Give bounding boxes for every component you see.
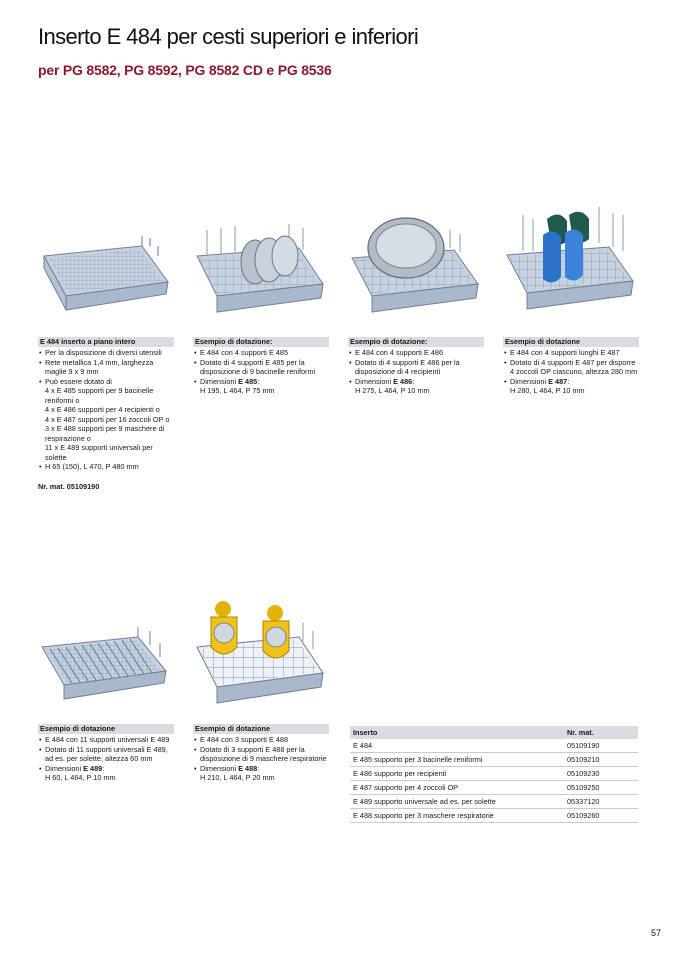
cell-inserto: E 485 supporto per 3 bacinelle reniformi [350,753,564,767]
cell-nr-mat: 05337120 [564,795,638,809]
desc-item: • E 484 con 4 supporti lunghi E 487 [503,348,639,358]
desc-sub: 4 x E 485 supporti per 9 bacinelle reniformi o [45,386,154,405]
cell-nr-mat: 05109210 [564,753,638,767]
desc-sub: 11 x E 489 supporti universali per solette [45,443,153,462]
desc-item: • Per la disposizione di diversi utensili [38,348,174,358]
table-row [350,739,638,753]
cell-nr-mat: 05109230 [564,767,638,781]
desc-sub: H 210, L 464, P 20 mm [200,773,275,782]
product-image-e487 [503,205,639,320]
desc-sub: 4 x E 487 supporti per 16 zoccoli OP o [45,414,170,424]
cell-inserto: E 486 supporto per recipienti [350,767,564,781]
desc-heading: Esempio di dotazione [193,724,329,734]
desc-item: • E 484 con 11 supporti universali E 489 [38,735,174,745]
product-image-e486 [348,212,484,320]
product-desc-e486 [348,337,484,396]
page-title: Inserto E 484 per cesti superiori e inferiori [38,24,419,49]
product-desc-e484 [38,337,174,491]
desc-item: • Dimensioni E 485: H 195, L 464, P 75 mm [193,377,329,396]
desc-sub: H 195, L 464, P 75 mm [200,386,275,395]
desc-item: • E 484 con 4 supporti E 486 [348,348,484,358]
desc-sub: 4 x E 486 supporti per 4 recipienti o [45,405,160,414]
cell-inserto: E 488 supporto per 3 maschere respiratorie [350,809,564,823]
desc-heading: E 484 inserto a piano intero [38,337,174,347]
desc-sub: 3 x E 488 supporti per 9 maschere di respirazione o [45,424,165,443]
column-header-nr-mat: Nr. mat. [564,726,638,739]
desc-item: • Rete metallica 1,4 mm, larghezza maglie 9 x 9 mm [38,358,174,377]
table-row [350,809,638,823]
desc-item: • Dotato di 11 supporti universali E 489, ad es. per solette, altezza 60 mm [38,745,174,764]
desc-sub: H 275, L 464, P 10 mm [355,386,430,395]
product-image-e489 [38,625,174,710]
desc-item: • Dotato di 4 supporti E 487 per disporre 4 zoccoli OP ciascuno, altezza 280 mm [503,358,639,377]
desc-item: • Dimensioni E 487: H 280, L 464, P 10 mm [503,377,639,396]
desc-heading: Esempio di dotazione: [193,337,329,347]
desc-item: • H 65 (150), L 470, P 480 mm [38,462,174,472]
cell-nr-mat: 05109190 [564,739,638,753]
desc-item: • Dotato di 4 supporti E 486 per la disposizione di 4 recipienti [348,358,484,377]
cell-inserto: E 484 [350,739,564,753]
parts-table [350,726,638,823]
desc-item: • E 484 con 4 supporti E 485 [193,348,329,358]
desc-item: • Dotato di 4 supporti E 485 per la disposizione di 9 bacinelle reniformi [193,358,329,377]
table-row [350,753,638,767]
cell-nr-mat: 05109250 [564,781,638,795]
desc-heading: Esempio di dotazione: [348,337,484,347]
desc-heading: Esempio di dotazione [38,724,174,734]
page-subtitle: per PG 8582, PG 8592, PG 8582 CD e PG 8536 [38,62,332,78]
desc-sub: H 60, L 464, P 10 mm [45,773,116,782]
nr-mat: Nr. mat. 05109190 [38,481,100,491]
product-desc-e489 [38,724,174,783]
desc-item: • E 484 con 3 supporti E 488 [193,735,329,745]
page-number: 57 [651,928,662,938]
product-image-e488 [193,597,329,709]
table-row [350,767,638,781]
product-desc-e488 [193,724,329,783]
desc-item: • Dotato di 3 supporti E 488 per la disposizione di 9 maschere respiratorie [193,745,329,764]
desc-item: • Dimensioni E 486: H 275, L 464, P 10 mm [348,377,484,396]
desc-sub: H 280, L 464, P 10 mm [510,386,585,395]
product-desc-e485 [193,337,329,396]
cell-inserto: E 489 supporto universale ad es. per solette [350,795,564,809]
product-desc-e487 [503,337,639,396]
table-row [350,795,638,809]
desc-heading: Esempio di dotazione [503,337,639,347]
desc-item: • Dimensioni E 488: H 210, L 464, P 20 mm [193,764,329,783]
desc-item: • Dimensioni E 489: H 60, L 464, P 10 mm [38,764,174,783]
table-row [350,781,638,795]
cell-nr-mat: 05109260 [564,809,638,823]
product-image-e484 [38,232,174,322]
cell-inserto: E 487 supporto per 4 zoccoli OP [350,781,564,795]
table-header-row [350,726,638,739]
desc-item: • Può essere dotato di 4 x E 485 supporti per 9 bacinelle reniformi o 4 x E 486 supporti per 4 recipienti o 4 x E 487 supporti per 16 zoccoli OP o 3 x E 488 supporti per 9 maschere di respirazione o 11 x E 489 supporti universali per solette [38,377,174,463]
column-header-inserto: Inserto [350,726,564,739]
product-image-e485 [193,220,329,320]
